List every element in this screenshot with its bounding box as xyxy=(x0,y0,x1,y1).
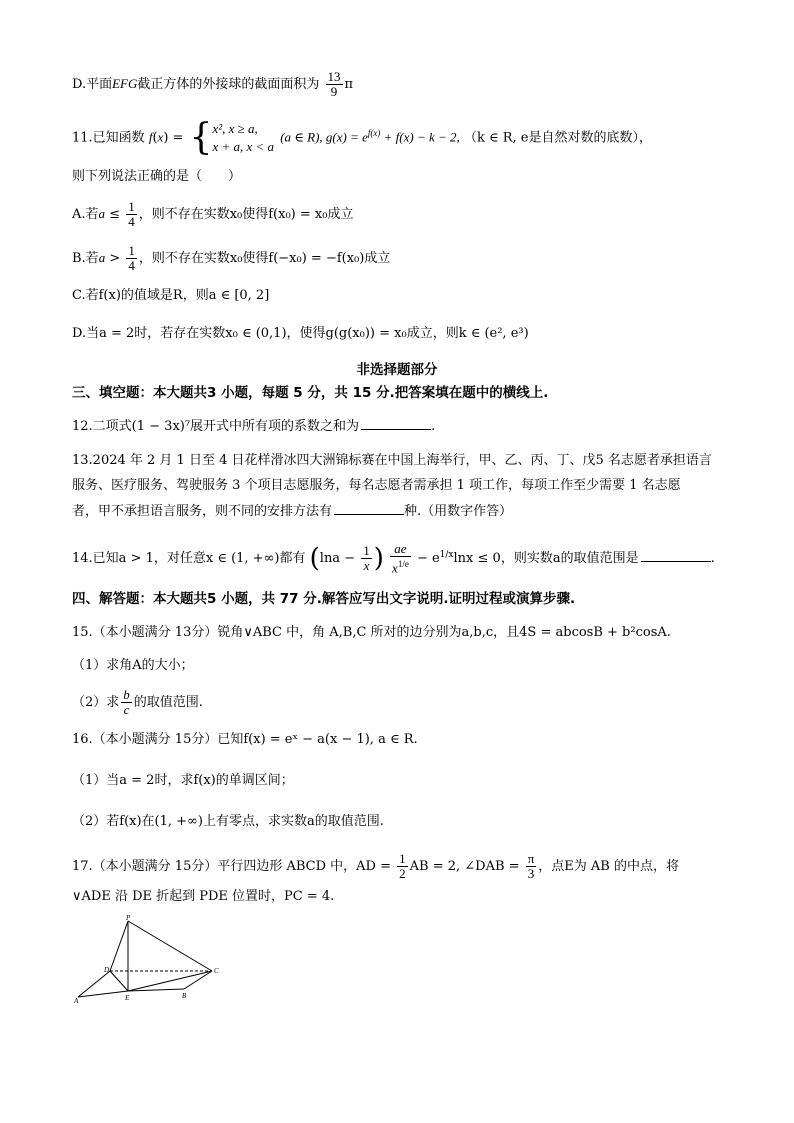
label-c: C xyxy=(214,967,219,975)
q13-line2: 服务、医疗服务、驾驶服务 3 个项目志愿服务，每名志愿者需承担 1 项工作，每项工作至少需要 1 名志愿 xyxy=(72,478,681,493)
q11-option-a: A.若a ≤ $\frac{1}{4}$ ，则不存在实数x₀使得f(x₀) = x₀成立 xyxy=(72,199,354,229)
q16-stem: 16.（本小题满分 15分）已知f(x) = eˣ − a(x − 1), a ∈ R. xyxy=(72,732,418,747)
answer-blank xyxy=(334,502,404,515)
label-b: B xyxy=(182,992,187,1000)
folded-parallelogram-diagram xyxy=(72,915,232,1005)
piecewise-brace: { x², x ≥ a, x + a, x < a xyxy=(189,117,275,158)
q16-part1: （1）当a = 2时，求f(x)的单调区间； xyxy=(72,773,294,788)
q12: 12.二项式(1 − 3x)⁷展开式中所有项的系数之和为 . xyxy=(72,419,436,434)
q11-stem: 11.已知函数 f(x) = { x², x ≥ a, x + a, x < a (a ∈ R), $g(x) = e^{f(x)} + f(x) - k - 2$, （k ∈ R, e是自然对数的底数）， xyxy=(72,117,652,158)
label-a: A xyxy=(74,997,79,1005)
label-e: E xyxy=(125,994,130,1002)
q15-part1: （1）求角A的大小； xyxy=(72,658,194,673)
label-p: P xyxy=(126,915,131,922)
answer-blank xyxy=(361,417,431,430)
section-4-heading: 四、解答题：本大题共5 小题，共 77 分.解答应写出文字说明.证明过程或演算步骤. xyxy=(72,591,576,607)
q13-line1: 13.2024 年 2 月 1 日至 4 日花样滑冰四大洲锦标赛在中国上海举行，甲、乙、丙、丁、戊5 名志愿者承担语言 xyxy=(72,453,712,468)
answer-blank xyxy=(641,549,711,562)
q16-part2: （2）若f(x)在(1, +∞)上有零点，求实数a的取值范围. xyxy=(72,814,384,829)
q13-line3: 者，甲不承担语言服务，则不同的安排方法有 种.（用数字作答） xyxy=(72,504,513,519)
q17-stem: 17.（本小题满分 15分）平行四边形 ABCD 中，AD = $\frac{1}{2}$ AB = 2, ∠DAB = $\frac{\pi}{3}$ ，点E为 AB 的中点，将 xyxy=(72,851,679,881)
part2-title: 非选择题部分 xyxy=(356,362,438,378)
q11-option-c: C.若f(x)的值域是R，则a ∈ [0, 2] xyxy=(72,288,270,303)
label-d: D xyxy=(104,966,110,974)
q11-ask: 则下列说法正确的是（ ） xyxy=(72,169,242,184)
q10-option-d: D.平面EFG截正方体的外接球的截面面积为 $\frac{13}{9}$ π xyxy=(72,69,354,99)
q15-stem: 15.（本小题满分 13分）锐角∨ABC 中，角 A,B,C 所对的边分别为a,b,c，且4S = abcosB + b²cosA. xyxy=(72,625,671,640)
q14: 14.已知a > 1，对任意x ∈ (1, +∞)都有 (lna − $\frac{1}{x}$ ) $\frac{ae}{x^{1/e}}$ − $e^{1/x}\ln x \le 0$，则实数a的取值范围是 . xyxy=(72,541,715,576)
fraction-13-9: $\frac{13}{9}$ xyxy=(327,69,341,99)
section-3-heading: 三、填空题：本大题共3 小题，每题 5 分，共 15 分.把答案填在题中的横线上. xyxy=(72,385,549,401)
q15-part2: （2）求 $\frac{b}{c}$ 的取值范围. xyxy=(72,687,203,717)
q11-option-d: D.当a = 2时，若存在实数x₀ ∈ (0,1)，使得g(g(x₀)) = x₀成立，则k ∈ (e², e³) xyxy=(72,326,529,341)
geometry-figure xyxy=(72,915,232,1009)
q17-stem-line2: ∨ADE 沿 DE 折起到 PDE 位置时，PC = 4. xyxy=(72,889,335,904)
q11-option-b: B.若a > $\frac{1}{4}$ ，则不存在实数x₀使得f(−x₀) = −f(x₀)成立 xyxy=(72,243,391,273)
